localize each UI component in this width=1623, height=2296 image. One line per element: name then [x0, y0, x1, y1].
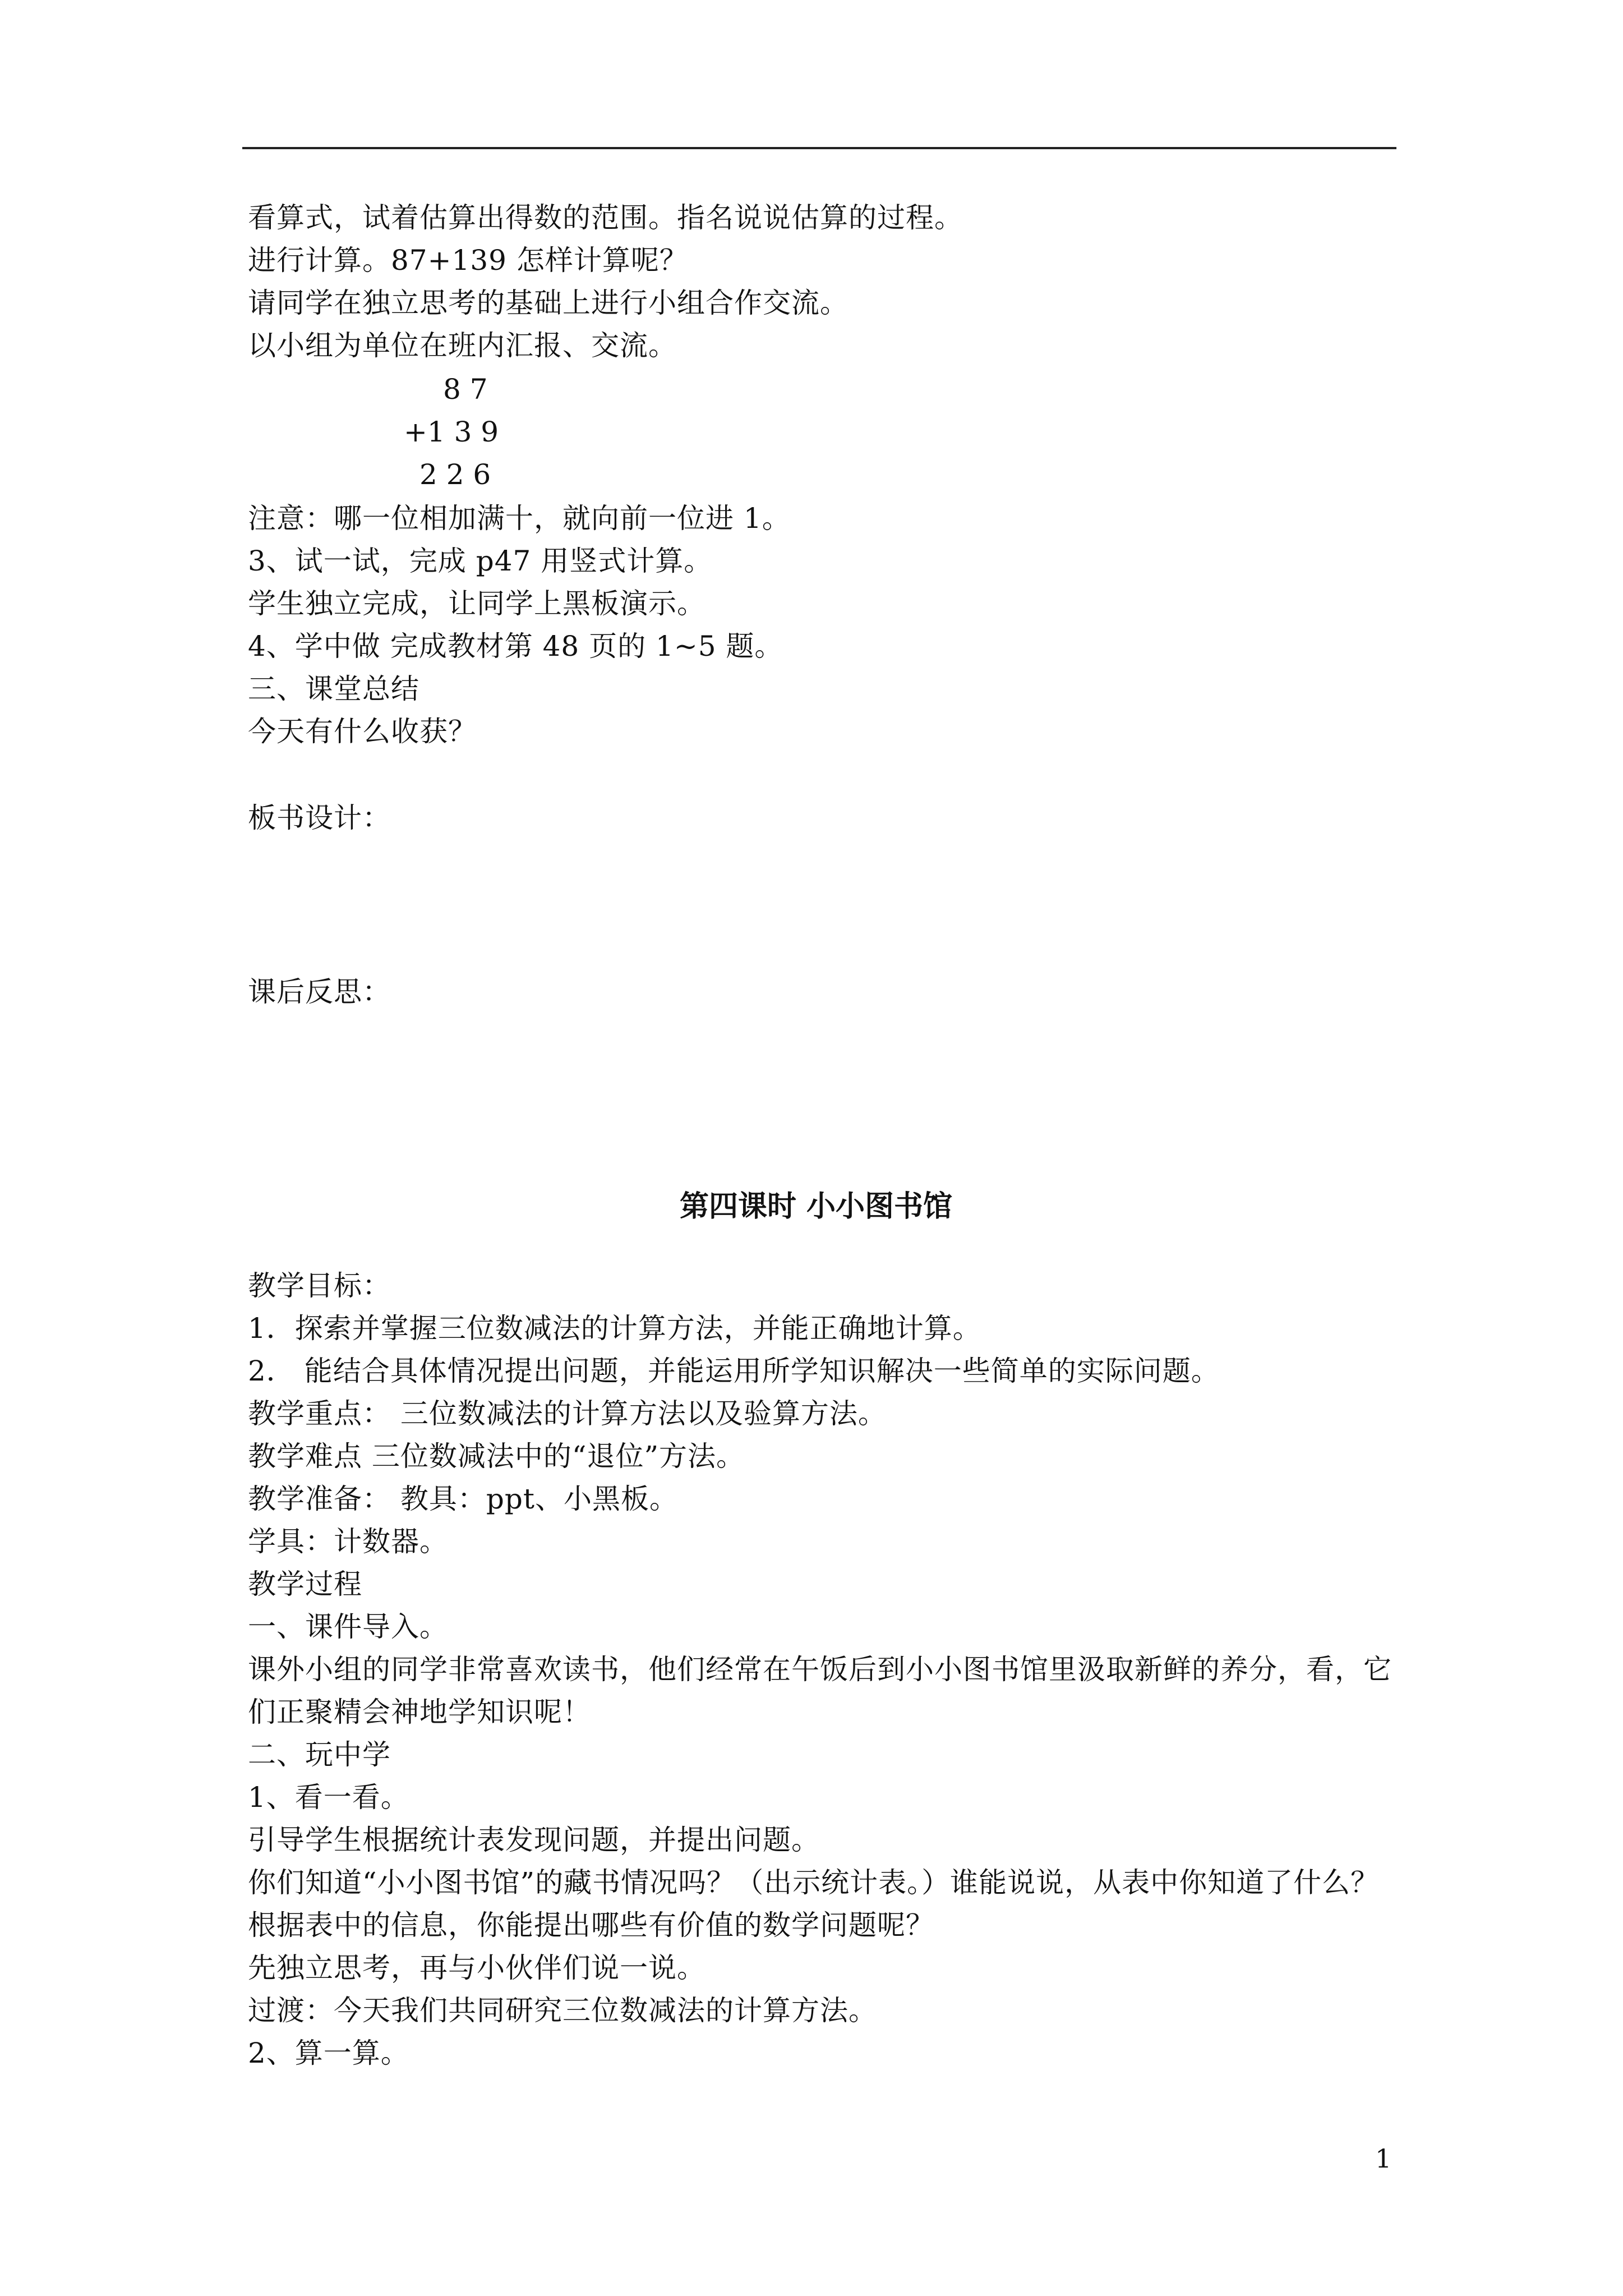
text-line: 进行计算。87+139 怎样计算呢？ — [248, 244, 688, 277]
text-line: 引导学生根据统计表发现问题，并提出问题。 — [248, 1824, 820, 1856]
header-rule — [242, 147, 1396, 149]
text-line: 教学难点 三位数减法中的“退位”方法。 — [248, 1440, 745, 1473]
text-line: 1、看一看。 — [248, 1781, 409, 1814]
text-line: 看算式，试着估算出得数的范围。指名说说估算的过程。 — [248, 201, 963, 234]
text-line: 1．探索并掌握三位数减法的计算方法，并能正确地计算。 — [248, 1312, 981, 1345]
text-line: 根据表中的信息，你能提出哪些有价值的数学问题呢？ — [248, 1909, 934, 1941]
text-line: 过渡：今天我们共同研究三位数减法的计算方法。 — [248, 1994, 877, 2027]
section-heading: 三、课堂总结 — [248, 673, 419, 705]
text-line: 一、课件导入。 — [248, 1611, 448, 1643]
reflection-label: 课后反思： — [248, 976, 391, 1008]
text-line: 学生独立完成，让同学上黑板演示。 — [248, 587, 706, 620]
text-line: 今天有什么收获？ — [248, 715, 477, 748]
text-line: 以小组为单位在班内汇报、交流。 — [248, 329, 677, 362]
text-line: 2、算一算。 — [248, 2037, 409, 2069]
board-design-label: 板书设计： — [248, 802, 391, 834]
text-line: 教学目标： — [248, 1269, 391, 1302]
text-line: 教学过程 — [248, 1568, 362, 1600]
text-line: 注意：哪一位相加满十，就向前一位进 1。 — [248, 502, 791, 535]
text-line: 教学准备： 教具：ppt、小黑板。 — [248, 1483, 678, 1515]
text-line: 3、试一试，完成 p47 用竖式计算。 — [248, 545, 713, 577]
text-line: 你们知道“小小图书馆”的藏书情况吗？（出示统计表。）谁能说说，从表中你知道了什么？ — [248, 1866, 1380, 1899]
text-line: 4、学中做 完成教材第 48 页的 1~5 题。 — [248, 630, 783, 662]
text-line: 请同学在独立思考的基础上进行小组合作交流。 — [248, 287, 849, 319]
text-line: 先独立思考，再与小伙伴们说一说。 — [248, 1952, 706, 1984]
calc-row-3: 2 2 6 — [419, 458, 491, 491]
text-line: 们正聚精会神地学知识呢！ — [248, 1696, 591, 1728]
text-line: 学具：计数器。 — [248, 1525, 448, 1558]
text-line: 2． 能结合具体情况提出问题，并能运用所学知识解决一些简单的实际问题。 — [248, 1355, 1220, 1387]
calc-row-2: +1 3 9 — [404, 416, 499, 448]
page-number: 1 — [1375, 2143, 1392, 2174]
lesson-title: 第四课时 小小图书馆 — [679, 1189, 953, 1223]
text-line: 教学重点： 三位数减法的计算方法以及验算方法。 — [248, 1397, 887, 1430]
text-line: 课外小组的同学非常喜欢读书，他们经常在午饭后到小小图书馆里汲取新鲜的养分，看，它 — [248, 1653, 1392, 1686]
calc-row-1: 8 7 — [443, 373, 488, 406]
text-line: 二、玩中学 — [248, 1738, 391, 1771]
